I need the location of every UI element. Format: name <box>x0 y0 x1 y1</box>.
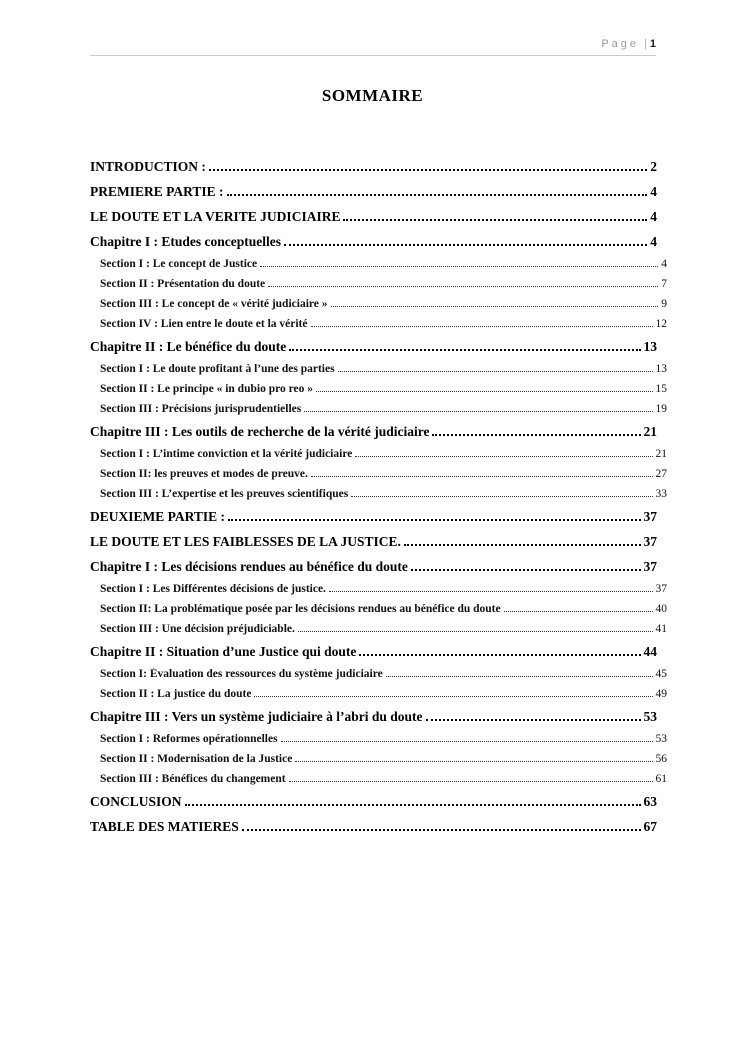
toc-entry-label: LE DOUTE ET LES FAIBLESSES DE LA JUSTICE. <box>90 534 401 549</box>
toc-page-number: 15 <box>655 383 667 395</box>
toc-entry-label: Chapitre I : Les décisions rendues au bénéfice du doute <box>90 559 408 574</box>
toc-dot-leader <box>311 326 653 327</box>
toc-dot-leader <box>295 761 652 762</box>
page-header-separator: | <box>644 38 647 50</box>
toc-dot-leader <box>386 676 653 677</box>
page-header <box>90 38 656 56</box>
toc-page-number: 4 <box>661 258 667 270</box>
toc-entry-label: Section I : L’intime conviction et la vérité judiciaire <box>100 448 353 460</box>
toc-dot-leader <box>284 244 647 246</box>
toc-page-number: 53 <box>643 709 657 724</box>
toc-dot-leader <box>185 804 641 806</box>
toc-page-number: 13 <box>655 363 667 375</box>
toc-entry-label: Section I : Reformes opérationnelles <box>100 733 278 745</box>
toc-entry-label: Section I: Évaluation des ressources du système judiciaire <box>100 668 383 680</box>
toc-dot-leader <box>351 496 652 497</box>
toc-dot-leader <box>343 219 647 221</box>
toc-entry[interactable] <box>90 175 657 200</box>
toc-entry-label: Section II: La problématique posée par les décisions rendues au bénéfice du doute <box>100 603 501 615</box>
toc-entry[interactable] <box>90 200 657 225</box>
toc-dot-leader <box>432 434 640 436</box>
toc-page-number: 49 <box>655 688 667 700</box>
toc-dot-leader <box>359 654 640 656</box>
toc-dot-leader <box>329 591 653 592</box>
toc-entry-label: TABLE DES MATIERES <box>90 819 239 834</box>
toc-dot-leader <box>404 544 641 546</box>
toc-page-number: 40 <box>655 603 667 615</box>
toc-entry[interactable] <box>90 415 657 440</box>
toc-entry[interactable] <box>90 660 667 680</box>
toc-entry-label: INTRODUCTION : <box>90 159 206 174</box>
page-header-label: Page <box>601 38 640 50</box>
toc-entry[interactable] <box>90 290 667 310</box>
toc-entry[interactable] <box>90 250 667 270</box>
toc-entry[interactable] <box>90 395 667 415</box>
toc-dot-leader <box>304 411 652 412</box>
toc-entry[interactable] <box>90 310 667 330</box>
toc-page-number: 37 <box>643 509 657 524</box>
toc-page-number: 53 <box>655 733 667 745</box>
toc-entry-label: Section II: les preuves et modes de preuve. <box>100 468 308 480</box>
toc-page-number: 13 <box>643 339 657 354</box>
toc-entry[interactable] <box>90 725 667 745</box>
toc-entry[interactable] <box>90 810 657 835</box>
toc-page-number: 63 <box>643 794 657 809</box>
toc-entry-label: Chapitre I : Etudes conceptuelles <box>90 234 281 249</box>
toc-page-number: 37 <box>643 534 657 549</box>
toc-entry-label: Section III : L’expertise et les preuves scientifiques <box>100 488 349 500</box>
toc-entry[interactable] <box>90 270 667 290</box>
toc-dot-leader <box>355 456 652 457</box>
toc-dot-leader <box>331 306 659 307</box>
toc-entry[interactable] <box>90 225 657 250</box>
toc-entry-label: Section IV : Lien entre le doute et la vérité <box>100 318 308 330</box>
toc-page-number: 41 <box>655 623 667 635</box>
toc-page-number: 7 <box>661 278 667 290</box>
toc-entry-label: Section II : Présentation du doute <box>100 278 266 290</box>
toc-page-number: 4 <box>650 234 657 249</box>
toc-page-number: 44 <box>643 644 657 659</box>
toc-entry-label: Section II : Le principe « in dubio pro reo » <box>100 383 313 395</box>
toc-dot-leader <box>311 476 653 477</box>
toc-entry-label: Section II : La justice du doute <box>100 688 252 700</box>
toc-dot-leader <box>268 286 658 287</box>
toc-entry-label: LE DOUTE ET LA VERITE JUDICIAIRE <box>90 209 341 224</box>
page-header-number: 1 <box>649 38 656 50</box>
toc-page-number: 2 <box>650 159 657 174</box>
toc-entry[interactable] <box>90 330 657 355</box>
toc-entry[interactable] <box>90 785 657 810</box>
toc-page-number: 19 <box>655 403 667 415</box>
toc-page-number: 56 <box>655 753 667 765</box>
toc-entry[interactable] <box>90 745 667 765</box>
toc-dot-leader <box>260 266 658 267</box>
toc-page-number: 37 <box>655 583 667 595</box>
toc-dot-leader <box>504 611 653 612</box>
toc-entry-label: PREMIERE PARTIE : <box>90 184 224 199</box>
toc-entry[interactable] <box>90 355 667 375</box>
toc-dot-leader <box>227 194 648 196</box>
toc-entry[interactable] <box>90 595 667 615</box>
toc-entry[interactable] <box>90 635 657 660</box>
page-title: SOMMAIRE <box>321 86 424 105</box>
toc-entry[interactable] <box>90 440 667 460</box>
toc-entry-label: Section III : Bénéfices du changement <box>100 773 286 785</box>
toc-entry-label: Section I : Le concept de Justice <box>100 258 258 270</box>
toc-dot-leader <box>281 741 653 742</box>
toc-page-number: 4 <box>650 209 657 224</box>
toc-dot-leader <box>289 781 653 782</box>
toc-dot-leader <box>254 696 652 697</box>
toc-dot-leader <box>426 719 641 721</box>
toc-dot-leader <box>298 631 653 632</box>
toc-list <box>90 150 667 835</box>
toc-dot-leader <box>289 349 640 351</box>
toc-entry[interactable] <box>90 680 667 700</box>
toc-entry[interactable] <box>90 150 657 175</box>
toc-dot-leader <box>338 371 653 372</box>
toc-page-number: 67 <box>643 819 657 834</box>
toc-entry[interactable] <box>90 375 667 395</box>
toc-entry-label: Section I : Les Différentes décisions de justice. <box>100 583 326 595</box>
toc-entry-label: Chapitre II : Situation d’une Justice qui doute <box>90 644 357 659</box>
toc-entry[interactable] <box>90 765 667 785</box>
toc-page-number: 33 <box>655 488 667 500</box>
toc-entry[interactable] <box>90 525 657 550</box>
toc-entry[interactable] <box>90 500 657 525</box>
toc-entry-label: Section I : Le doute profitant à l’une des parties <box>100 363 335 375</box>
toc-entry-label: Section III : Le concept de « vérité judiciaire » <box>100 298 328 310</box>
toc-entry[interactable] <box>90 480 667 500</box>
toc-entry[interactable] <box>90 575 667 595</box>
toc-dot-leader <box>242 829 641 831</box>
toc-entry-label: Chapitre III : Les outils de recherche de la vérité judiciaire <box>90 424 430 439</box>
toc-dot-leader <box>411 569 641 571</box>
toc-entry[interactable] <box>90 460 667 480</box>
toc-entry-label: Section III : Une décision préjudiciable. <box>100 623 295 635</box>
toc-page-number: 21 <box>655 448 667 460</box>
toc-entry-label: Chapitre III : Vers un système judiciaire à l’abri du doute <box>90 709 423 724</box>
toc-entry-label: DEUXIEME PARTIE : <box>90 509 226 524</box>
toc-page-number: 9 <box>661 298 667 310</box>
toc-entry[interactable] <box>90 550 657 575</box>
toc-entry-label: Section III : Précisions jurisprudentielles <box>100 403 302 415</box>
toc-entry-label: CONCLUSION <box>90 794 182 809</box>
toc-page-number: 45 <box>655 668 667 680</box>
toc-entry[interactable] <box>90 615 667 635</box>
toc-entry-label: Section II : Modernisation de la Justice <box>100 753 293 765</box>
toc-page-number: 4 <box>650 184 657 199</box>
toc-dot-leader <box>316 391 653 392</box>
toc-page-number: 37 <box>643 559 657 574</box>
toc-page-number: 12 <box>655 318 667 330</box>
toc-entry[interactable] <box>90 700 657 725</box>
toc-page-number: 61 <box>655 773 667 785</box>
toc-page-number: 21 <box>643 424 657 439</box>
toc-entry-label: Chapitre II : Le bénéfice du doute <box>90 339 287 354</box>
toc-dot-leader <box>209 169 647 171</box>
toc-dot-leader <box>228 519 640 521</box>
toc-page-number: 27 <box>655 468 667 480</box>
